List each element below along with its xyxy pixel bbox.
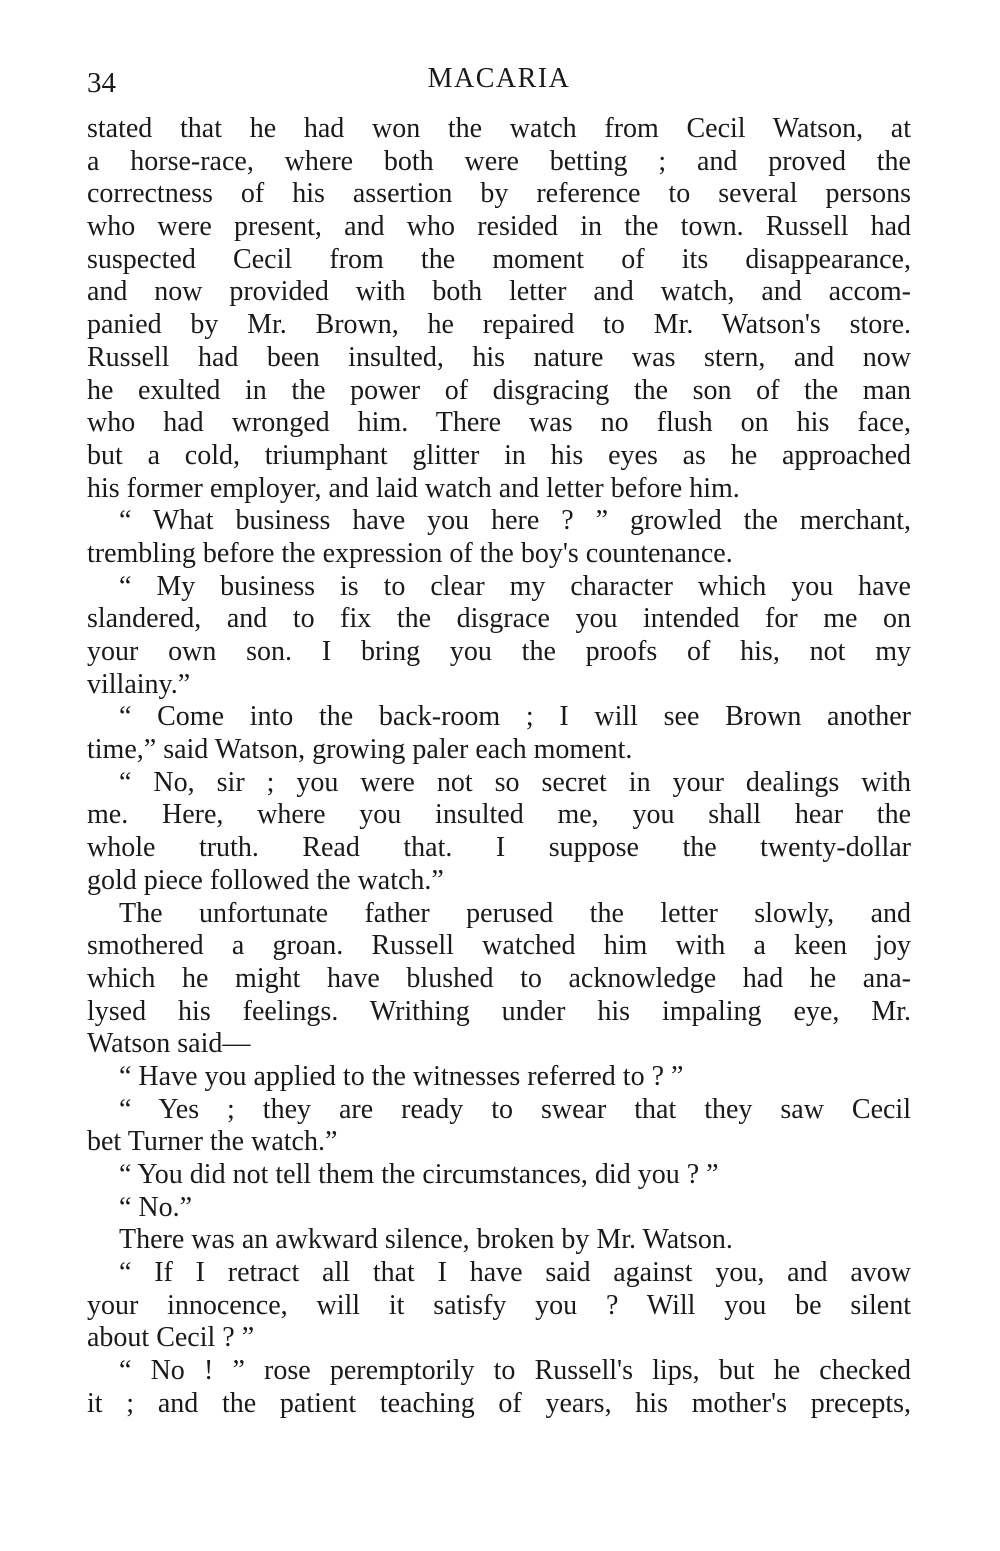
text-line: “ No, sir ; you were not so secret in your dealings with	[119, 766, 911, 798]
text-line: Watson said—	[87, 1028, 251, 1060]
text-line: who were present, and who resided in the town. Russell had	[87, 211, 911, 243]
text-line: “ Come into the back-room ; I will see Brown another	[119, 701, 911, 733]
text-line: stated that he had won the watch from Cecil Watson, at	[87, 113, 911, 144]
text-line: about Cecil ? ”	[87, 1322, 255, 1354]
text-line: “ If I retract all that I have said against you, and avow	[119, 1257, 911, 1289]
text-line: a horse-race, where both were betting ; and proved the	[87, 145, 911, 177]
text-line: he exulted in the power of disgracing the son of the man	[87, 374, 911, 406]
text-line: gold piece followed the watch.”	[87, 864, 444, 896]
text-line: which he might have blushed to acknowledge had he ana-	[87, 962, 911, 994]
text-line: “ No ! ” rose peremptorily to Russell's lips, but he checked	[119, 1355, 911, 1387]
text-line: your innocence, will it satisfy you ? Will you be silent	[87, 1289, 911, 1321]
text-line: whole truth. Read that. I suppose the twenty-dollar	[87, 832, 911, 864]
text-line: correctness of his assertion by reference to several persons	[87, 178, 911, 210]
text-line: smothered a groan. Russell watched him with a keen joy	[87, 930, 911, 962]
text-line: panied by Mr. Brown, he repaired to Mr. Watson's store.	[87, 309, 911, 341]
text-line: suspected Cecil from the moment of its disappearance,	[87, 243, 911, 275]
text-line: “ Yes ; they are ready to swear that they saw Cecil	[119, 1093, 911, 1125]
text-line: trembling before the expression of the boy's countenance.	[87, 537, 733, 569]
text-line: “ My business is to clear my character which you have	[119, 570, 911, 602]
text-line: his former employer, and laid watch and letter before him.	[87, 472, 740, 504]
text-line: lysed his feelings. Writhing under his impaling eye, Mr.	[87, 995, 911, 1027]
running-title: MACARIA	[427, 63, 571, 94]
text-line: time,” said Watson, growing paler each moment.	[87, 734, 633, 766]
text-line: slandered, and to fix the disgrace you intended for me on	[87, 603, 911, 635]
text-line: “ No.”	[119, 1191, 193, 1223]
running-head	[87, 58, 911, 98]
text-line: There was an awkward silence, broken by Mr. Watson.	[119, 1224, 733, 1256]
text-line: “ Have you applied to the witnesses referred to ? ”	[119, 1060, 684, 1092]
text-line: villainy.”	[87, 668, 191, 700]
text-line: “ What business have you here ? ” growled the merchant,	[119, 505, 911, 537]
text-line: bet Turner the watch.”	[87, 1126, 338, 1158]
text-line: Russell had been insulted, his nature was stern, and now	[87, 341, 911, 373]
text-line: it ; and the patient teaching of years, his mother's precepts,	[87, 1387, 911, 1419]
body-text	[87, 113, 911, 1421]
text-line: who had wronged him. There was no flush on his face,	[87, 407, 911, 439]
text-line: but a cold, triumphant glitter in his eyes as he approached	[87, 439, 911, 471]
text-line: The unfortunate father perused the letter slowly, and	[119, 897, 911, 929]
text-line: me. Here, where you insulted me, you shall hear the	[87, 799, 911, 831]
text-line: “ You did not tell them the circumstances, did you ? ”	[119, 1159, 719, 1190]
text-line: and now provided with both letter and watch, and accom-	[87, 276, 911, 308]
text-line: your own son. I bring you the proofs of his, not my	[87, 636, 911, 667]
page-number: 34	[87, 67, 116, 99]
